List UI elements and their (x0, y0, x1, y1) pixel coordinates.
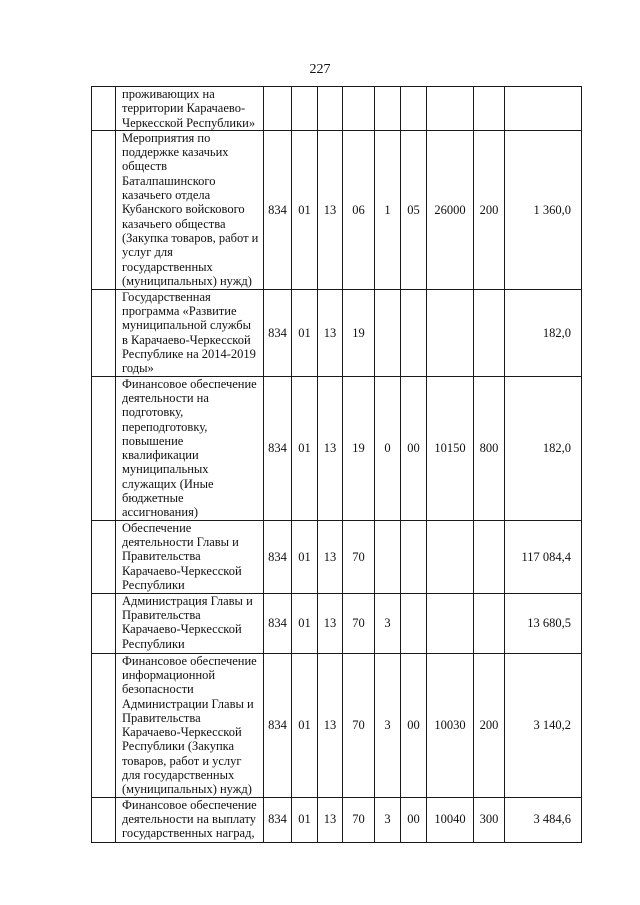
direction-code-cell: 10040 (427, 797, 474, 842)
subsection-code-cell (318, 87, 343, 131)
activity-code-cell: 05 (401, 130, 427, 289)
section-code-cell: 01 (292, 593, 318, 653)
amount-cell: 3 140,2 (505, 653, 582, 797)
activity-code-cell: 00 (401, 376, 427, 520)
row-number-cell (92, 376, 116, 520)
section-code-cell: 01 (292, 289, 318, 376)
row-number-cell (92, 653, 116, 797)
table-row (92, 653, 582, 797)
section-code-cell: 01 (292, 797, 318, 842)
ministry-code-cell: 834 (264, 520, 292, 593)
direction-code-cell: 10150 (427, 376, 474, 520)
expense-type-cell: 200 (474, 653, 505, 797)
row-number-cell (92, 87, 116, 131)
activity-code-cell (401, 520, 427, 593)
table-row (92, 87, 582, 131)
direction-code-cell: 26000 (427, 130, 474, 289)
page-number: 227 (309, 62, 331, 77)
section-code-cell (292, 87, 318, 131)
program-code-cell: 19 (343, 289, 375, 376)
program-code-cell: 19 (343, 376, 375, 520)
row-number-cell (92, 593, 116, 653)
subprogram-code-cell: 0 (375, 376, 401, 520)
ministry-code-cell (264, 87, 292, 131)
table-row (92, 376, 582, 520)
direction-code-cell (427, 593, 474, 653)
item-name-cell: Финансовое обеспечение деятельности на выплату государственных наград, (116, 797, 264, 842)
program-code-cell: 70 (343, 593, 375, 653)
activity-code-cell (401, 87, 427, 131)
row-number-cell (92, 520, 116, 593)
ministry-code-cell: 834 (264, 797, 292, 842)
table-row (92, 593, 582, 653)
subprogram-code-cell: 1 (375, 130, 401, 289)
expense-type-cell (474, 87, 505, 131)
row-number-cell (92, 797, 116, 842)
program-code-cell: 06 (343, 130, 375, 289)
amount-cell: 117 084,4 (505, 520, 582, 593)
item-name-cell: Государственная программа «Развитие муниципальной службы в Карачаево-Черкесской Республике на 2014-2019 годы» (116, 289, 264, 376)
item-name-cell: Мероприятия по поддержке казачьих обществ Баталпашинского казачьего отдела Кубанского войскового казачьего общества (Закупка товаров, работ и услуг для государственных (муниципальных) нужд) (116, 130, 264, 289)
expense-type-cell: 200 (474, 130, 505, 289)
program-code-cell: 70 (343, 520, 375, 593)
program-code-cell: 70 (343, 797, 375, 842)
ministry-code-cell: 834 (264, 593, 292, 653)
expense-type-cell: 300 (474, 797, 505, 842)
program-code-cell: 70 (343, 653, 375, 797)
amount-cell: 1 360,0 (505, 130, 582, 289)
subprogram-code-cell (375, 289, 401, 376)
budget-table (91, 86, 582, 843)
subprogram-code-cell (375, 520, 401, 593)
item-name-cell: Финансовое обеспечение деятельности на подготовку, переподготовку, повышение квалификации муниципальных служащих (Иные бюджетные ассигнования) (116, 376, 264, 520)
direction-code-cell (427, 520, 474, 593)
item-name-cell: Обеспечение деятельности Главы и Правительства Карачаево-Черкесской Республики (116, 520, 264, 593)
subprogram-code-cell: 3 (375, 653, 401, 797)
direction-code-cell (427, 87, 474, 131)
expense-type-cell (474, 520, 505, 593)
direction-code-cell (427, 289, 474, 376)
subsection-code-cell: 13 (318, 376, 343, 520)
section-code-cell: 01 (292, 520, 318, 593)
subsection-code-cell: 13 (318, 653, 343, 797)
expense-type-cell (474, 593, 505, 653)
table-row (92, 130, 582, 289)
amount-cell: 3 484,6 (505, 797, 582, 842)
direction-code-cell: 10030 (427, 653, 474, 797)
amount-cell: 182,0 (505, 289, 582, 376)
subsection-code-cell: 13 (318, 520, 343, 593)
item-name-cell: Финансовое обеспечение информационной безопасности Администрации Главы и Правительства Карачаево-Черкесской Республики (Закупка товаров, работ и услуг для государственных (муниципальных) нужд) (116, 653, 264, 797)
ministry-code-cell: 834 (264, 376, 292, 520)
subsection-code-cell: 13 (318, 130, 343, 289)
amount-cell: 13 680,5 (505, 593, 582, 653)
program-code-cell (343, 87, 375, 131)
ministry-code-cell: 834 (264, 130, 292, 289)
activity-code-cell: 00 (401, 797, 427, 842)
ministry-code-cell: 834 (264, 289, 292, 376)
item-name-cell: Администрация Главы и Правительства Карачаево-Черкесской Республики (116, 593, 264, 653)
ministry-code-cell: 834 (264, 653, 292, 797)
subprogram-code-cell: 3 (375, 797, 401, 842)
expense-type-cell: 800 (474, 376, 505, 520)
row-number-cell (92, 130, 116, 289)
subsection-code-cell: 13 (318, 593, 343, 653)
table-row (92, 797, 582, 842)
activity-code-cell: 00 (401, 653, 427, 797)
amount-cell: 182,0 (505, 376, 582, 520)
section-code-cell: 01 (292, 130, 318, 289)
subsection-code-cell: 13 (318, 289, 343, 376)
activity-code-cell (401, 289, 427, 376)
table-row (92, 289, 582, 376)
subprogram-code-cell: 3 (375, 593, 401, 653)
amount-cell (505, 87, 582, 131)
item-name-cell: проживающих на территории Карачаево-Черкесской Республики» (116, 87, 264, 131)
table-row (92, 520, 582, 593)
subprogram-code-cell (375, 87, 401, 131)
subsection-code-cell: 13 (318, 797, 343, 842)
activity-code-cell (401, 593, 427, 653)
expense-type-cell (474, 289, 505, 376)
row-number-cell (92, 289, 116, 376)
section-code-cell: 01 (292, 653, 318, 797)
section-code-cell: 01 (292, 376, 318, 520)
